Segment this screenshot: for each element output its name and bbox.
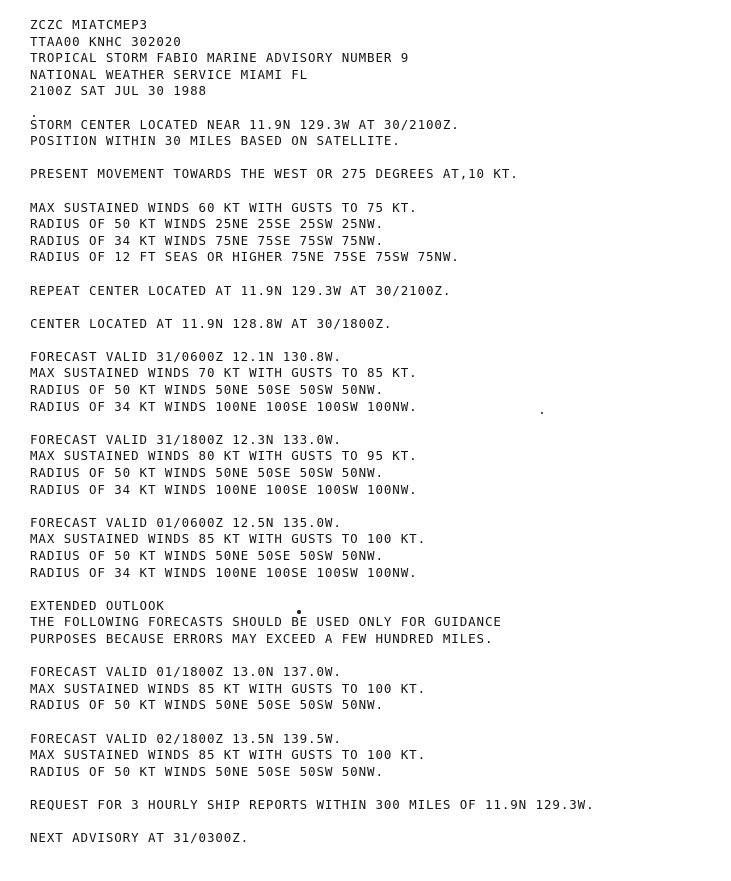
scan-speck (33, 115, 35, 117)
text-line: RADIUS OF 50 KT WINDS 50NE 50SE 50SW 50NW. (30, 548, 384, 563)
outlook-heading: EXTENDED OUTLOOK (30, 597, 165, 613)
ship-report-request-line: REQUEST FOR 3 HOURLY SHIP REPORTS WITHIN 300 MILES OF 11.9N 129.3W. (30, 796, 595, 812)
advisory-document (30, 17, 720, 847)
winds-block (30, 200, 720, 266)
text-line: FORECAST VALID 01/1800Z 13.0N 137.0W. (30, 664, 342, 680)
text-line: RADIUS OF 50 KT WINDS 50NE 50SE 50SW 50NW. (30, 763, 384, 779)
next-advisory-line: NEXT ADVISORY AT 31/0300Z. (30, 830, 250, 846)
text-line: MAX SUSTAINED WINDS 80 KT WITH GUSTS TO 95 KT. (30, 448, 418, 464)
scan-speck (541, 412, 543, 414)
text-line: RADIUS OF 50 KT WINDS 25NE 25SE 25SW 25NW. (30, 216, 384, 232)
text-line: PURPOSES BECAUSE ERRORS MAY EXCEED A FEW HUNDRED MILES. (30, 630, 494, 646)
text-line: FORECAST VALID 31/0600Z 12.1N 130.8W. (30, 348, 342, 364)
text-line: RADIUS OF 34 KT WINDS 100NE 100SE 100SW 100NW. (30, 398, 418, 414)
text-line: FORECAST VALID 31/1800Z 12.3N 133.0W. (30, 431, 342, 447)
forecast-block (30, 349, 720, 415)
text-line: MAX SUSTAINED WINDS 60 KT WITH GUSTS TO 75 KT. (30, 199, 418, 215)
text-line: RADIUS OF 50 KT WINDS 50NE 50SE 50SW 50NW. (30, 382, 384, 398)
current-position-block (30, 117, 720, 150)
text-line: RADIUS OF 34 KT WINDS 100NE 100SE 100SW 100NW. (30, 564, 418, 580)
forecast-block (30, 664, 720, 714)
text-line: RADIUS OF 34 KT WINDS 100NE 100SE 100SW 100NW. (30, 481, 418, 497)
text-line: FORECAST VALID 01/0600Z 12.5N 135.0W. (30, 514, 342, 530)
text-line: RADIUS OF 34 KT WINDS 75NE 75SE 75SW 75NW. (30, 232, 384, 248)
text-line: RADIUS OF 50 KT WINDS 50NE 50SE 50SW 50NW. (30, 465, 384, 481)
text-line: MAX SUSTAINED WINDS 70 KT WITH GUSTS TO 85 KT. (30, 365, 418, 381)
extended-outlook-block (30, 598, 720, 648)
movement-line: PRESENT MOVEMENT TOWARDS THE WEST OR 275 DEGREES AT,10 KT. (30, 166, 519, 182)
center-1800-line: CENTER LOCATED AT 11.9N 128.8W AT 30/1800Z. (30, 315, 393, 331)
repeat-center-line: REPEAT CENTER LOCATED AT 11.9N 129.3W AT 30/2100Z. (30, 282, 452, 298)
header-line: TTAA00 KNHC 302020 (30, 33, 182, 49)
header-line: NATIONAL WEATHER SERVICE MIAMI FL (30, 66, 309, 82)
header-block (30, 17, 720, 100)
text-line: MAX SUSTAINED WINDS 85 KT WITH GUSTS TO 100 KT. (30, 680, 427, 696)
text-line: RADIUS OF 50 KT WINDS 50NE 50SE 50SW 50NW. (30, 697, 384, 713)
text-line: POSITION WITHIN 30 MILES BASED ON SATELLITE. (30, 133, 401, 149)
text-line: FORECAST VALID 02/1800Z 13.5N 139.5W. (30, 730, 342, 746)
forecast-block (30, 432, 720, 498)
text-line: RADIUS OF 12 FT SEAS OR HIGHER 75NE 75SE 75SW 75NW. (30, 249, 460, 265)
header-line: 2100Z SAT JUL 30 1988 (30, 83, 207, 99)
forecast-block (30, 515, 720, 581)
text-line: MAX SUSTAINED WINDS 85 KT WITH GUSTS TO 100 KT. (30, 747, 427, 763)
text-line: THE FOLLOWING FORECASTS SHOULD BE USED ONLY FOR GUIDANCE (30, 614, 502, 630)
scan-speck (297, 610, 301, 614)
header-line: TROPICAL STORM FABIO MARINE ADVISORY NUMBER 9 (30, 50, 410, 66)
text-line: MAX SUSTAINED WINDS 85 KT WITH GUSTS TO 100 KT. (30, 531, 427, 547)
forecast-block (30, 731, 720, 781)
header-line: ZCZC MIATCMEP3 (30, 17, 148, 32)
text-line: STORM CENTER LOCATED NEAR 11.9N 129.3W AT 30/2100Z. (30, 116, 460, 132)
